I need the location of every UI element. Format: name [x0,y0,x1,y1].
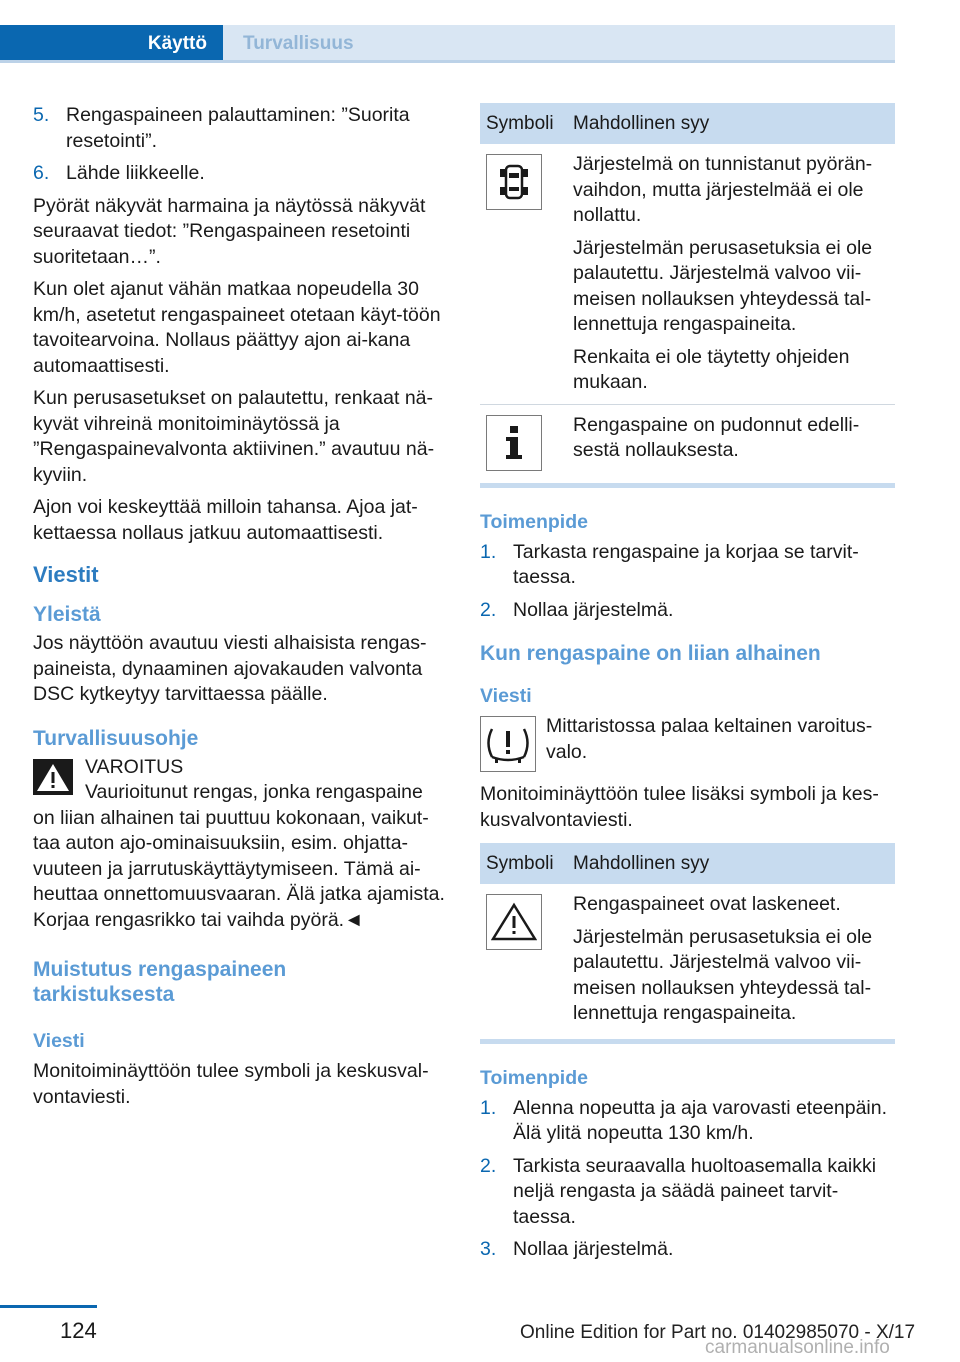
list-item [480,540,895,591]
paragraph: Kun perusasetukset on palautettu, renkaat nä‐kyvät vihreinä monitoiminäytössä ja ”Rengaspainevalvonta aktiivinen.” avautuu nä‐kyviin. [33,387,435,486]
tab-kaytto[interactable]: Käyttö [0,25,223,62]
warning-triangle-icon [33,759,73,795]
tab-turvallisuus[interactable]: Turvallisuus [223,25,895,62]
cause-text: Renkaita ei ole täytetty ohjeiden mukaan. [573,345,850,393]
step-text: Lähde liikkeelle. [66,162,205,184]
paragraph: Monitoiminäyttöön tulee lisäksi symboli ja kes‐kusvalvontaviesti. [480,783,879,831]
heading-muistutus: Muistutus rengaspaineen tarkistuksesta [33,958,287,1006]
table-header-cause: Mahdollinen syy [567,103,895,144]
right-column [480,103,895,1270]
step-number: 2. [480,598,497,621]
table-row [480,144,895,404]
table-end-rule [480,483,895,488]
edition-text: Online Edition for Part no. 01402985070 - X/17 [520,1322,916,1343]
paragraph: Pyörät näkyvät harmaina ja näytössä näkyvät seuraavat tiedot: ”Rengaspaineen resetointi suoritetaan…”. [33,194,426,268]
table-header-symbol: Symboli [480,103,567,144]
warning-body: Vaurioitunut rengas, jonka rengaspaine on liian alhainen tai puuttuu kokonaan, vaikut‐taa auton ajo-ominaisuuksiin, esim. ohjatta‐vuuteen ja jarrutuskäyttäytymiseen. Tämä ai‐heuttaa onnettomuusvaaran. Älä jatka ajamista. Korjaa rengasrikko tai vaihda pyörä.◄ [33,781,445,931]
cause-text: Rengaspaine on pudonnut edelli‐sestä nollauksesta. [573,413,860,461]
heading-viesti: Viesti [480,685,532,707]
heading-yleista: Yleistä [33,603,101,626]
table-end-rule [480,1039,895,1044]
step-number: 5. [33,104,50,126]
step-number: 1. [480,540,497,563]
message-row [480,714,895,772]
heading-turvallisuusohje: Turvallisuusohje [33,726,199,750]
step-text: Rengaspaineen palauttaminen: ”Suorita resetointi”. [66,104,410,152]
table-row [480,884,895,1035]
heading-viestit: Viestit [33,562,99,587]
step-text: Nollaa järjestelmä. [513,598,674,621]
symbol-table-2 [480,843,895,1035]
warning-block [33,755,445,934]
step-text: Nollaa järjestelmä. [513,1238,674,1260]
cause-text: Järjestelmä on tunnistanut pyörän‐vaihdon, mutta järjestelmää ei ole nollattu. [573,153,873,226]
list-item [480,598,895,624]
list-item [480,1096,895,1147]
symbol-table-1 [480,103,895,479]
warning-triangle-icon [486,894,542,950]
step-text: Tarkasta rengaspaine ja korjaa se tarvit‐taessa. [513,540,859,588]
page-number: 124 [60,1318,97,1343]
step-number: 6. [33,162,50,184]
step-number: 1. [480,1096,497,1119]
header-tabbar [0,0,960,64]
info-icon [486,415,542,471]
tire-pressure-warning-icon [480,716,536,772]
paragraph: Monitoiminäyttöön tulee symboli ja keskusval‐vontaviesti. [33,1060,429,1108]
steps-list [480,540,895,624]
table-header-symbol: Symboli [480,843,567,884]
watermark: carmanualsonline.info [705,1337,890,1358]
cause-text: Järjestelmän perusasetuksia ei ole palautettu. Järjestelmä valvoo vii‐meisen nollauksen yhteydessä tal‐lennettuja rengaspaineita. [573,236,873,335]
message-text: Mittaristossa palaa keltainen varoitus‐valo. [546,715,873,763]
list-item [480,1154,895,1231]
list-item [480,1237,895,1263]
list-item [33,161,445,187]
left-column [33,103,445,1117]
step-text: Tarkista seuraavalla huoltoasemalla kaikki neljä rengasta ja säädä paineet tarvit‐taessa. [513,1154,877,1228]
paragraph: Jos näyttöön avautuu viesti alhaisista rengas‐paineista, dynaaminen ajovakauden valvonta DSC kytkeytyy tarvittaessa päälle. [33,632,427,705]
steps-list [33,103,445,187]
heading-liian-alhainen: Kun rengaspaine on liian alhainen [480,642,821,665]
heading-viesti: Viesti [33,1030,85,1052]
heading-toimenpide: Toimenpide [480,1066,588,1089]
step-number: 2. [480,1154,497,1177]
step-number: 3. [480,1238,497,1260]
heading-toimenpide: Toimenpide [480,510,588,533]
cause-text: Järjestelmän perusasetuksia ei ole palautettu. Järjestelmä valvoo vii‐meisen nollauksen yhteydessä tal‐lennettuja rengaspaineita. [573,925,873,1024]
step-text: Alenna nopeutta ja aja varovasti eteenpäin. Älä ylitä nopeutta 130 km/h. [513,1096,888,1144]
warning-title: VAROITUS [85,755,184,778]
table-row [480,404,895,479]
steps-list [480,1096,895,1263]
cause-text: Rengaspaineet ovat laskeneet. [573,893,841,915]
table-header-cause: Mahdollinen syy [567,843,895,884]
paragraph: Kun olet ajanut vähän matkaa nopeudella 30 km/h, asetetut rengaspaineet otetaan käyt‐töön tavoitearvoina. Nollaus päättyy ajon ai‐kana automaattisesti. [33,278,441,377]
list-item [33,103,445,154]
footer-rule [0,1305,97,1308]
car-wheels-icon [486,154,542,210]
header-divider [0,60,895,63]
paragraph: Ajon voi keskeyttää milloin tahansa. Ajoa jat‐kettaessa nollaus jatkuu automaattisesti. [33,496,418,544]
